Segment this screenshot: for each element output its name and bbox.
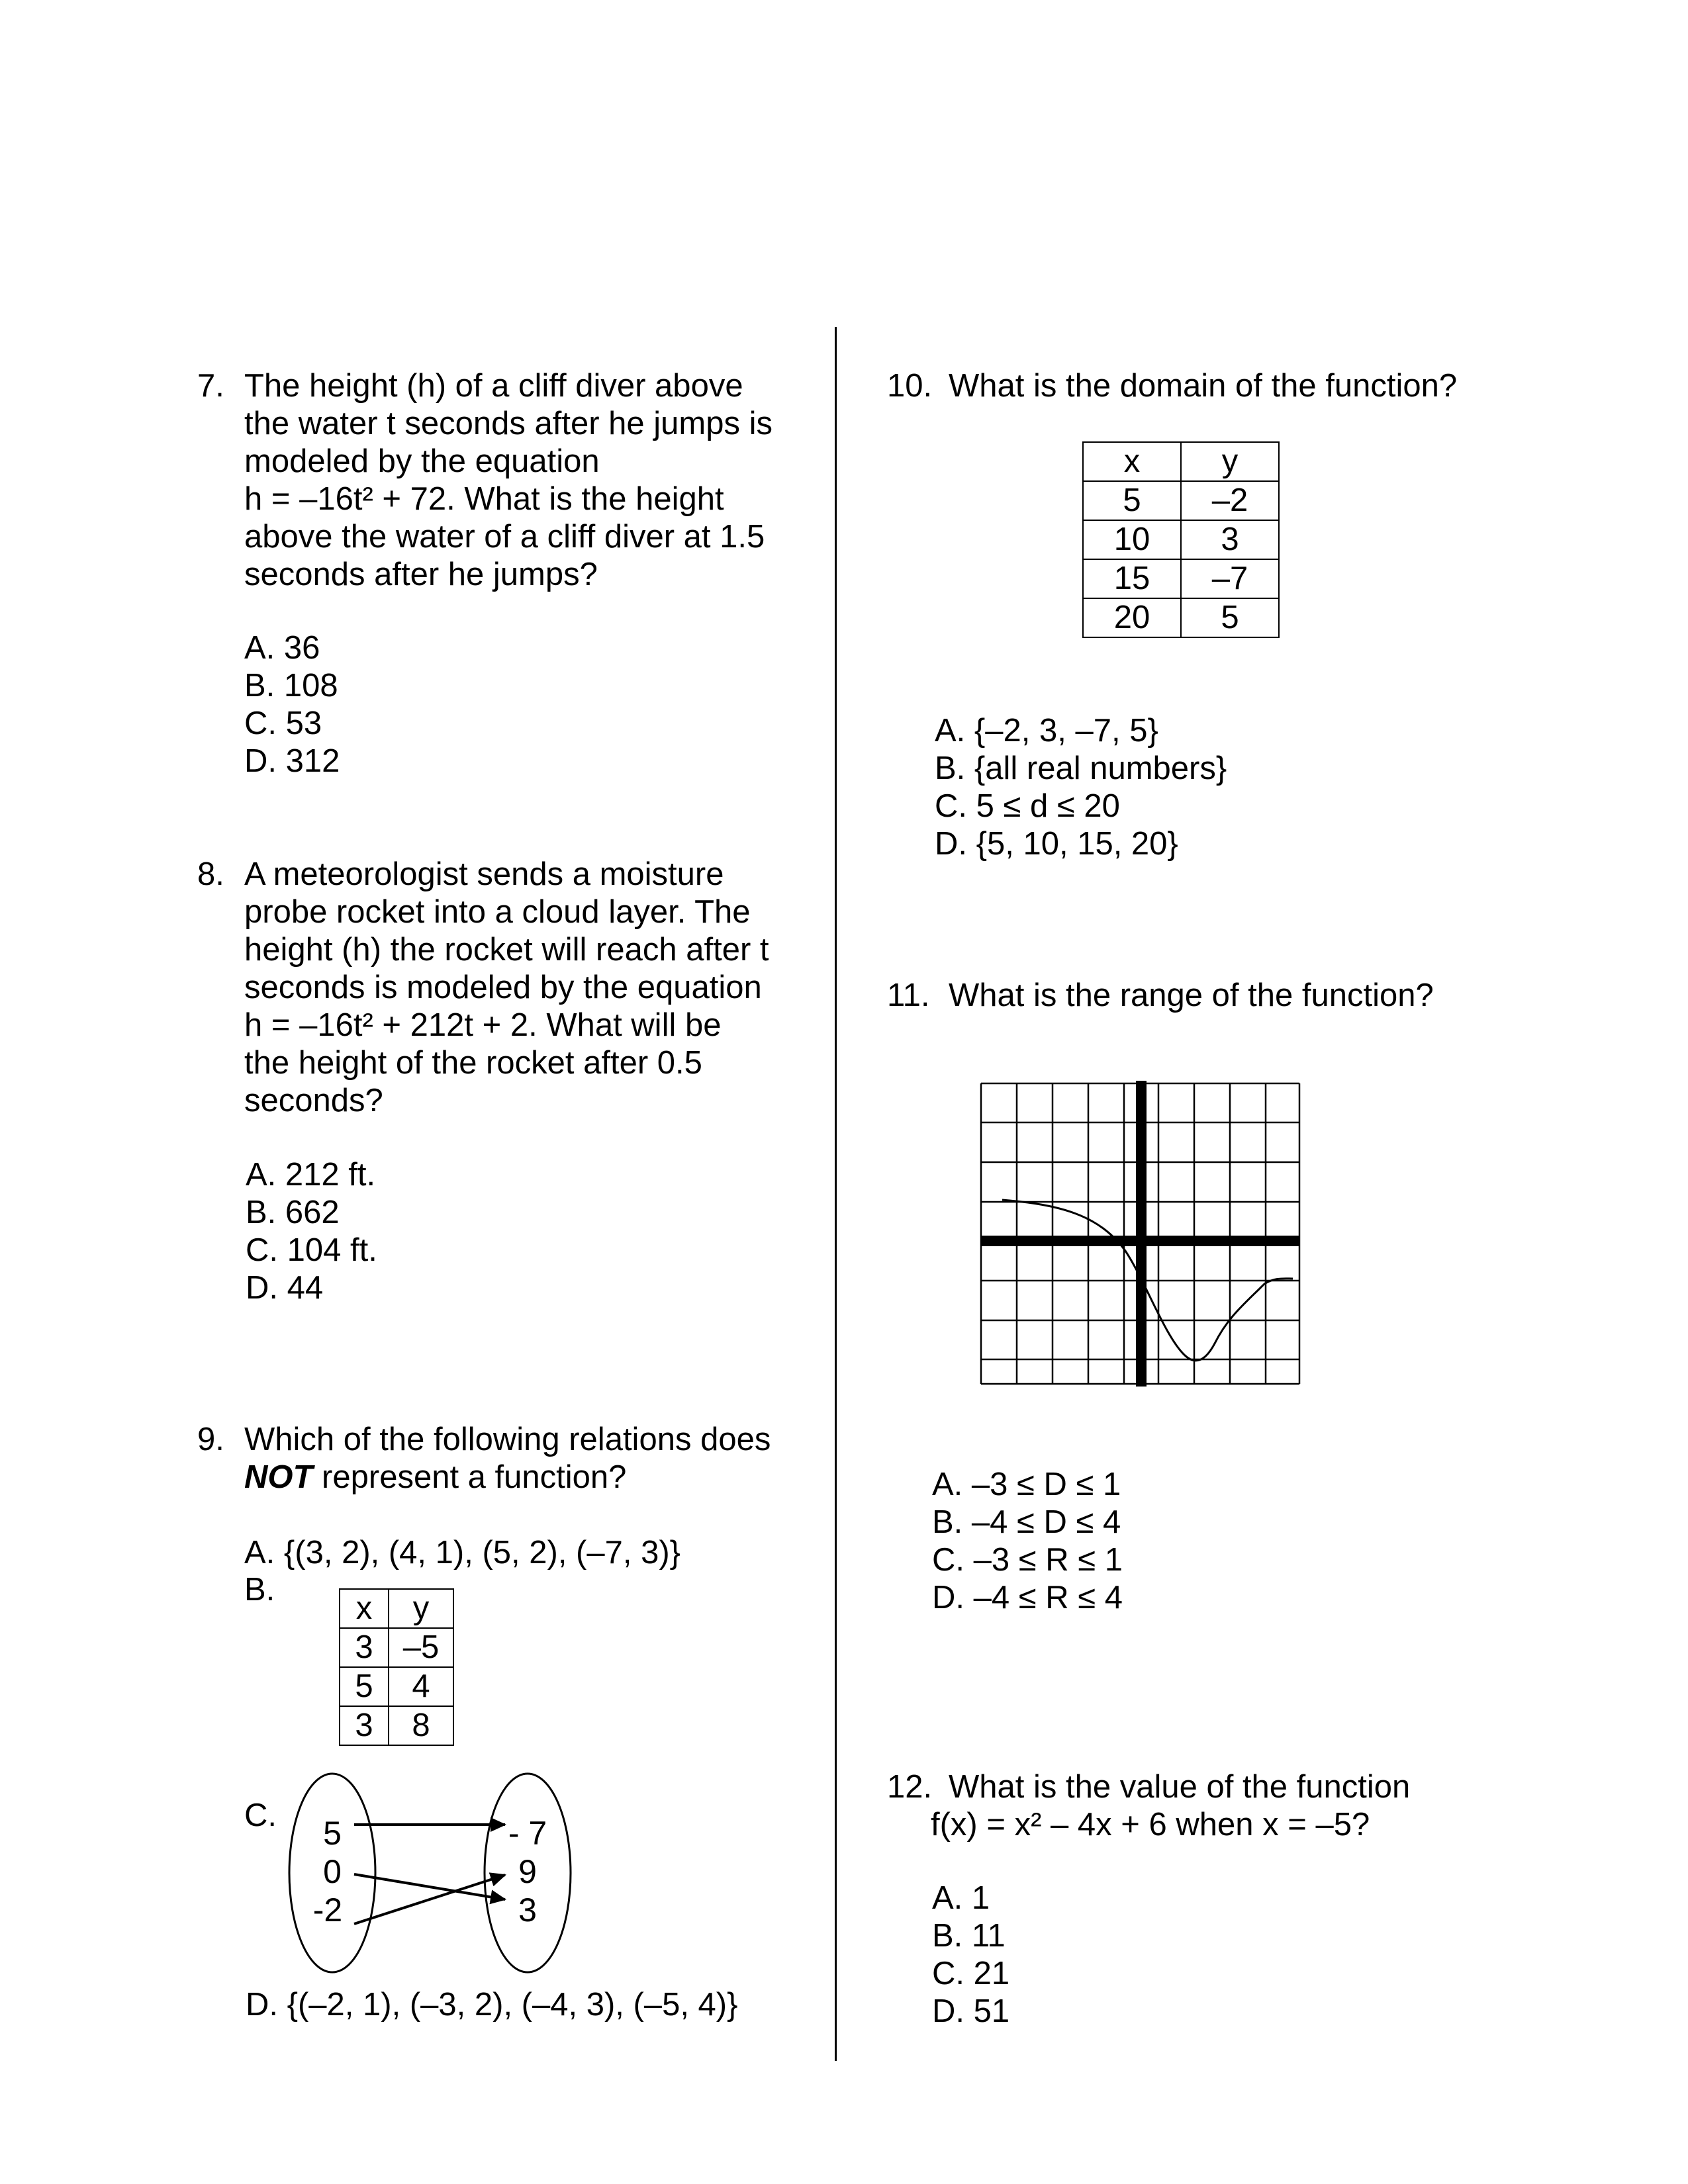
option-c[interactable]: C. 104 ft.: [246, 1232, 377, 1268]
text-line: What is the value of the function: [949, 1769, 1411, 1805]
relation-table-b: [339, 1588, 454, 1746]
answer-options: [246, 1156, 377, 1307]
option-d[interactable]: D. –4 ≤ R ≤ 4: [932, 1580, 1123, 1615]
option-a[interactable]: A. {–2, 3, –7, 5}: [935, 713, 1158, 749]
option-b[interactable]: B. 108: [244, 668, 338, 704]
option-b[interactable]: B. 11: [932, 1918, 1006, 1954]
option-c[interactable]: C. 53: [244, 705, 322, 741]
option-a[interactable]: A. 36: [244, 630, 320, 666]
option-d[interactable]: D. 44: [246, 1270, 324, 1306]
text-line: height (h) the rocket will reach after t: [244, 932, 769, 968]
option-c[interactable]: C. –3 ≤ R ≤ 1: [932, 1542, 1123, 1578]
text-line: the water t seconds after he jumps is: [244, 406, 773, 441]
question-text: What is the range of the function?: [949, 978, 1434, 1013]
answer-options-10: [935, 712, 1227, 863]
question-number: 12.: [887, 1769, 933, 1805]
domain-value: 0: [323, 1853, 342, 1890]
text-line: h = –16t² + 212t + 2. What will be: [244, 1007, 722, 1043]
table-cell: 3: [340, 1628, 389, 1667]
option-d[interactable]: D. 312: [244, 743, 340, 779]
table-cell: 20: [1083, 598, 1181, 637]
function-graph: [966, 1066, 1311, 1396]
table-header: x: [1083, 442, 1181, 481]
option-b[interactable]: B.: [244, 1572, 275, 1608]
text-line: h = –16t² + 72. What is the height: [244, 481, 724, 517]
mapping-arrow: [354, 1874, 505, 1899]
text-line: The height (h) of a cliff diver above: [244, 368, 743, 404]
mapping-arrow: [354, 1875, 505, 1924]
range-value: 9: [518, 1853, 537, 1890]
table-cell: 10: [1083, 520, 1181, 559]
question-text: [244, 856, 769, 1120]
column-divider: [835, 327, 837, 2061]
table-cell: 8: [389, 1706, 453, 1745]
table-cell: –5: [389, 1628, 453, 1667]
option-c[interactable]: C. 5 ≤ d ≤ 20: [935, 788, 1120, 824]
table-header: y: [1181, 442, 1279, 481]
option-a[interactable]: A. 1: [932, 1880, 990, 1916]
text-line: [244, 1459, 771, 1496]
table-cell: –2: [1181, 481, 1279, 520]
range-value: - 7: [508, 1815, 547, 1852]
answer-options: [932, 1880, 1009, 2030]
option-b[interactable]: B. 662: [246, 1195, 340, 1230]
option-a[interactable]: A. 212 ft.: [246, 1157, 376, 1193]
option-a[interactable]: A. {(3, 2), (4, 1), (5, 2), (–7, 3)}: [244, 1535, 681, 1570]
table-cell: –7: [1181, 559, 1279, 598]
range-value: 3: [518, 1891, 537, 1929]
answer-options: [244, 629, 340, 780]
table-cell: 3: [1181, 520, 1279, 559]
table-cell: 5: [1181, 598, 1279, 637]
table-cell: 5: [1083, 481, 1181, 520]
text-line: seconds is modeled by the equation: [244, 970, 762, 1005]
text-line: probe rocket into a cloud layer. The: [244, 894, 751, 930]
option-a[interactable]: A. –3 ≤ D ≤ 1: [932, 1467, 1121, 1502]
function-table: [1082, 441, 1280, 638]
domain-value: 5: [323, 1815, 342, 1852]
option-d[interactable]: D. {5, 10, 15, 20}: [935, 826, 1178, 862]
table-cell: 4: [389, 1667, 453, 1706]
question-text: What is the domain of the function?: [949, 368, 1458, 404]
text-line: seconds?: [244, 1083, 383, 1118]
text-line: modeled by the equation: [244, 443, 600, 479]
table-cell: 3: [340, 1706, 389, 1745]
text-line: above the water of a cliff diver at 1.5: [244, 519, 765, 555]
question-number: 10.: [887, 368, 933, 404]
question-text: [244, 367, 773, 594]
mapping-diagram-c: [278, 1760, 583, 1985]
text-line: f(x) = x² – 4x + 6 when x = –5?: [931, 1807, 1370, 1843]
question-text: [931, 1768, 1411, 1844]
table-cell: 5: [340, 1667, 389, 1706]
option-d[interactable]: D. 51: [932, 1993, 1010, 2029]
option-d[interactable]: D. {(–2, 1), (–3, 2), (–4, 3), (–5, 4)}: [246, 1987, 738, 2023]
text-line: A meteorologist sends a moisture: [244, 856, 724, 892]
table-header: y: [389, 1589, 453, 1628]
text-line: seconds after he jumps?: [244, 557, 598, 592]
question-text: [244, 1421, 771, 1496]
question-number: 7.: [197, 368, 224, 404]
domain-value: -2: [312, 1891, 343, 1929]
text-line: the height of the rocket after 0.5: [244, 1045, 702, 1081]
option-b[interactable]: B. –4 ≤ D ≤ 4: [932, 1504, 1121, 1540]
text-line: Which of the following relations does: [244, 1422, 771, 1457]
option-c[interactable]: C.: [244, 1797, 277, 1833]
table-cell: 15: [1083, 559, 1181, 598]
option-c[interactable]: C. 21: [932, 1956, 1010, 1991]
text-fragment: represent a function?: [312, 1459, 627, 1495]
option-b[interactable]: B. {all real numbers}: [935, 751, 1227, 786]
table-header: x: [340, 1589, 389, 1628]
question-number: 9.: [197, 1422, 224, 1457]
question-number: 11.: [887, 978, 930, 1013]
question-number: 8.: [197, 856, 224, 892]
answer-options-11: [932, 1466, 1123, 1617]
emphasis-not: NOT: [244, 1459, 313, 1495]
